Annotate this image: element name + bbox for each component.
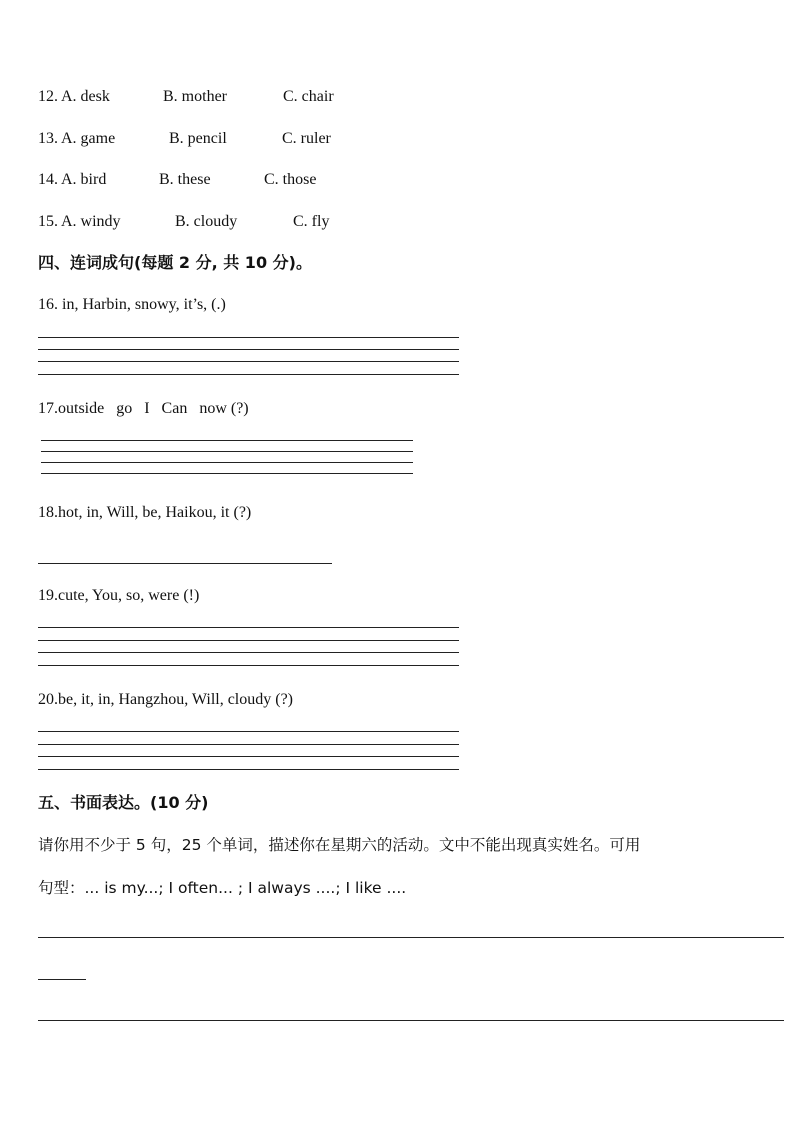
answer-line — [38, 337, 459, 338]
writing-sentence-patterns: 句型：... is my...; I often... ; I always ....; I like .... — [38, 879, 407, 897]
answer-line — [38, 374, 459, 375]
option-b: B. pencil — [169, 130, 227, 147]
answer-line — [38, 652, 459, 653]
answer-line — [38, 627, 459, 628]
option-b: B. cloudy — [175, 213, 238, 230]
option-a: A. game — [61, 130, 116, 147]
answer-line — [38, 563, 332, 564]
answer-line — [38, 731, 459, 732]
answer-line — [41, 440, 413, 441]
option-c: C. those — [264, 171, 317, 188]
option-c: C. chair — [283, 88, 334, 105]
option-c: C. ruler — [282, 130, 331, 147]
section-5-heading: 五、书面表达。(10 分) — [38, 793, 209, 812]
answer-line — [38, 665, 459, 666]
question-number: 14. — [38, 171, 58, 188]
answer-line — [38, 640, 459, 641]
answer-line — [41, 473, 413, 474]
answer-line — [38, 756, 459, 757]
answer-line — [38, 744, 459, 745]
option-a: A. windy — [61, 213, 121, 230]
sentence-prompt-18: 18.hot, in, Will, be, Haikou, it (?) — [38, 504, 252, 521]
writing-instruction: 请你用不少于 5 句，25 个单词，描述你在星期六的活动。文中不能出现真实姓名。可用 — [38, 836, 641, 854]
option-b: B. mother — [163, 88, 227, 105]
sentence-prompt-16: 16. in, Harbin, snowy, it’s, (.) — [38, 296, 226, 313]
option-a: A. bird — [61, 171, 107, 188]
sentence-prompt-19: 19.cute, You, so, were (!) — [38, 587, 200, 604]
sentence-prompt-17: 17.outside go I Can now (?) — [38, 400, 249, 417]
answer-line — [38, 1020, 784, 1021]
section-4-heading: 四、连词成句(每题 2 分, 共 10 分)。 — [38, 253, 312, 272]
answer-line — [38, 361, 459, 362]
sentence-prompt-20: 20.be, it, in, Hangzhou, Will, cloudy (?) — [38, 691, 294, 708]
question-number: 15. — [38, 213, 58, 230]
answer-line — [38, 769, 459, 770]
question-number: 13. — [38, 130, 58, 147]
answer-line — [38, 937, 784, 938]
answer-line — [41, 451, 413, 452]
question-number: 12. — [38, 88, 58, 105]
option-c: C. fly — [293, 213, 330, 230]
answer-line-short — [38, 979, 86, 980]
answer-line — [41, 462, 413, 463]
option-b: B. these — [159, 171, 211, 188]
option-a: A. desk — [61, 88, 110, 105]
answer-line — [38, 349, 459, 350]
